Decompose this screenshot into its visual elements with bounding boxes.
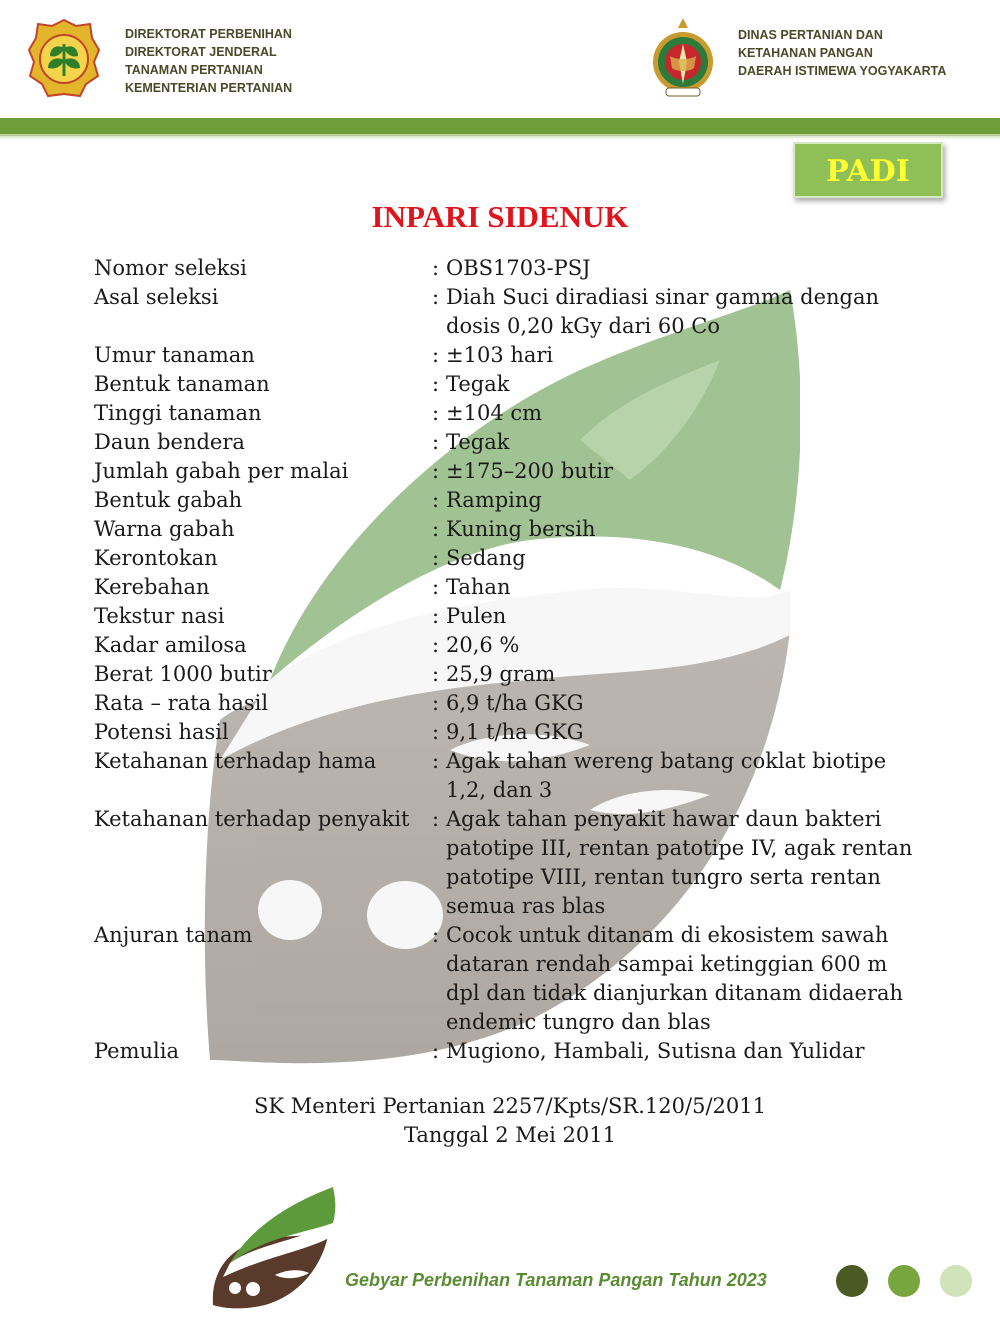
spec-separator: : <box>432 633 440 657</box>
header-right-org <box>738 26 946 80</box>
spec-label: Bentuk gabah <box>94 488 243 512</box>
spec-separator: : <box>432 372 440 396</box>
footer-dot-mid <box>888 1265 920 1297</box>
spec-label: Kadar amilosa <box>94 633 247 657</box>
spec-row <box>94 515 924 544</box>
spec-row <box>94 660 924 689</box>
header-right-line: KETAHANAN PANGAN <box>738 46 873 60</box>
spec-label: Ketahanan terhadap penyakit <box>94 807 410 831</box>
spec-row <box>94 689 924 718</box>
spec-row <box>94 457 924 486</box>
spec-label: Kerontokan <box>94 546 218 570</box>
spec-row <box>94 602 924 631</box>
decree-line-2: Tanggal 2 Mei 2011 <box>403 1123 617 1147</box>
spec-value: Ramping <box>446 488 542 512</box>
spec-value: Tegak <box>446 372 510 396</box>
spec-separator: : <box>432 285 440 309</box>
spec-row <box>94 718 924 747</box>
spec-separator: : <box>432 923 440 947</box>
spec-label: Pemulia <box>94 1039 180 1063</box>
spec-value: Kuning bersih <box>446 517 596 541</box>
spec-value: ±175–200 butir <box>446 459 614 483</box>
header-left-line: DIREKTORAT JENDERAL <box>125 45 277 59</box>
spec-row <box>94 921 924 1037</box>
header-left-line: DIREKTORAT PERBENIHAN <box>125 27 292 41</box>
spec-separator: : <box>432 662 440 686</box>
spec-separator: : <box>432 807 440 831</box>
spec-label: Ketahanan terhadap hama <box>94 749 377 773</box>
spec-separator: : <box>432 1039 440 1063</box>
spec-value: OBS1703-PSJ <box>446 256 591 280</box>
decree-block <box>0 1092 1000 1150</box>
spec-separator: : <box>432 517 440 541</box>
spec-label: Tinggi tanaman <box>94 401 262 425</box>
spec-value: Tahan <box>446 575 511 599</box>
footer-event-text: Gebyar Perbenihan Tanaman Pangan Tahun 2023 <box>345 1270 767 1290</box>
spec-value: Mugiono, Hambali, Sutisna dan Yulidar <box>446 1039 865 1063</box>
category-badge: PADI <box>793 142 943 198</box>
spec-row <box>94 486 924 515</box>
spec-row <box>94 631 924 660</box>
spec-separator: : <box>432 575 440 599</box>
footer-dot-light <box>940 1265 972 1297</box>
spec-value: ±104 cm <box>446 401 543 425</box>
spec-separator: : <box>432 256 440 280</box>
spec-row <box>94 283 924 341</box>
spec-row <box>94 805 924 921</box>
spec-row <box>94 747 924 805</box>
spec-row <box>94 544 924 573</box>
spec-row <box>94 573 924 602</box>
spec-label: Anjuran tanam <box>94 923 253 947</box>
spec-separator: : <box>432 720 440 744</box>
spec-row <box>94 428 924 457</box>
spec-label: Berat 1000 butir <box>94 662 272 686</box>
variety-title: INPARI SIDENUK <box>371 199 629 234</box>
spec-separator: : <box>432 343 440 367</box>
spec-value: 20,6 % <box>446 633 520 657</box>
spec-separator: : <box>432 488 440 512</box>
spec-separator: : <box>432 691 440 715</box>
spec-list <box>94 254 924 1066</box>
spec-value: Tegak <box>446 430 510 454</box>
spec-row <box>94 399 924 428</box>
spec-label: Nomor seleksi <box>94 256 247 280</box>
spec-separator: : <box>432 459 440 483</box>
spec-value: Cocok untuk ditanam di ekosistem sawah dataran rendah sampai ketinggian 600 m dpl dan tidak dianjurkan ditanam didaerah endemic tungro dan blas <box>446 923 904 1034</box>
spec-value: Pulen <box>446 604 507 628</box>
header-left-line: KEMENTERIAN PERTANIAN <box>125 81 293 95</box>
spec-label: Asal seleksi <box>94 285 219 309</box>
spec-value: 25,9 gram <box>446 662 556 686</box>
spec-label: Warna gabah <box>94 517 235 541</box>
spec-value: Agak tahan wereng batang coklat biotipe 1,2, dan 3 <box>446 749 887 802</box>
spec-separator: : <box>432 604 440 628</box>
spec-label: Rata – rata hasil <box>94 691 269 715</box>
spec-label: Kerebahan <box>94 575 210 599</box>
spec-value: ±103 hari <box>446 343 554 367</box>
spec-separator: : <box>432 401 440 425</box>
spec-value: 6,9 t/ha GKG <box>446 691 584 715</box>
header-divider-shadow <box>0 134 1000 140</box>
spec-label: Bentuk tanaman <box>94 372 270 396</box>
spec-row <box>94 370 924 399</box>
spec-value: 9,1 t/ha GKG <box>446 720 584 744</box>
spec-label: Potensi hasil <box>94 720 229 744</box>
leaf-logo-icon <box>205 1185 340 1310</box>
spec-separator: : <box>432 430 440 454</box>
spec-separator: : <box>432 749 440 773</box>
header-right-line: DAERAH ISTIMEWA YOGYAKARTA <box>738 64 947 78</box>
header-left-org <box>125 25 292 97</box>
spec-row <box>94 341 924 370</box>
kementan-logo-icon <box>28 18 100 100</box>
spec-value: Diah Suci diradiasi sinar gamma dengan dosis 0,20 kGy dari 60 Co <box>446 285 880 338</box>
spec-label: Tekstur nasi <box>94 604 225 628</box>
decree-line-1: SK Menteri Pertanian 2257/Kpts/SR.120/5/2011 <box>254 1094 766 1118</box>
header-left-line: TANAMAN PERTANIAN <box>125 63 263 77</box>
spec-row <box>94 1037 924 1066</box>
spec-row <box>94 254 924 283</box>
spec-label: Jumlah gabah per malai <box>94 459 349 483</box>
spec-value: Agak tahan penyakit hawar daun bakteri patotipe III, rentan patotipe IV, agak rentan patotipe VIII, rentan tungro serta rentan semua ras blas <box>446 807 913 918</box>
footer-dot-dark <box>836 1265 868 1297</box>
spec-separator: : <box>432 546 440 570</box>
spec-label: Daun bendera <box>94 430 245 454</box>
diy-emblem-icon <box>648 16 718 102</box>
spec-value: Sedang <box>446 546 526 570</box>
header-right-line: DINAS PERTANIAN DAN <box>738 28 883 42</box>
spec-label: Umur tanaman <box>94 343 255 367</box>
